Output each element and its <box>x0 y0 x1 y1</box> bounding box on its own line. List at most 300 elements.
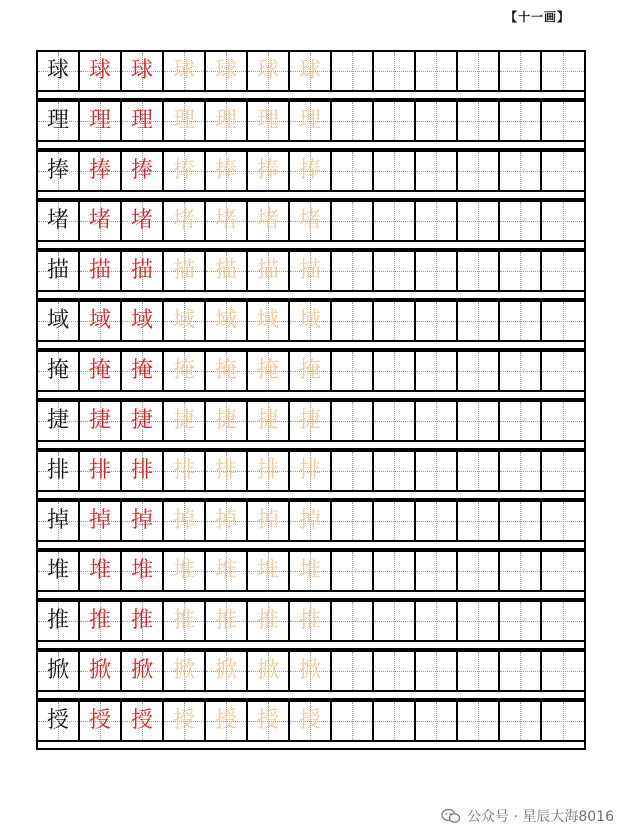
trace-char: 掉 <box>214 508 237 533</box>
empty-practice-cell <box>332 202 374 240</box>
red-char-cell <box>80 352 122 390</box>
row-spacer <box>36 92 586 100</box>
trace-char: 推 <box>214 608 237 633</box>
model-char: 捧 <box>46 158 69 183</box>
trace-char-cell <box>164 52 206 90</box>
practice-row <box>36 250 586 292</box>
trace-char: 堵 <box>172 208 195 233</box>
empty-practice-cell <box>332 552 374 590</box>
trace-char: 描 <box>256 258 279 283</box>
trace-char-cell <box>290 402 332 440</box>
empty-practice-cell <box>374 702 416 740</box>
trace-char-cell <box>290 602 332 640</box>
empty-practice-cell <box>500 102 542 140</box>
model-char-cell <box>38 502 80 540</box>
trace-char-cell <box>248 102 290 140</box>
trace-char-cell <box>248 302 290 340</box>
trace-char-cell <box>206 552 248 590</box>
red-example-char: 掩 <box>88 358 111 383</box>
empty-practice-cell <box>458 452 500 490</box>
model-char: 捷 <box>46 408 69 433</box>
trace-char-cell <box>206 702 248 740</box>
practice-row <box>36 550 586 592</box>
empty-practice-cell <box>542 152 584 190</box>
trace-char-cell <box>290 352 332 390</box>
model-char: 推 <box>46 608 69 633</box>
model-char-cell <box>38 402 80 440</box>
empty-practice-cell <box>374 602 416 640</box>
red-example-char: 掉 <box>130 508 153 533</box>
practice-row <box>36 350 586 392</box>
empty-practice-cell <box>416 252 458 290</box>
empty-practice-cell <box>458 152 500 190</box>
red-example-char: 排 <box>130 458 153 483</box>
red-example-char: 授 <box>88 708 111 733</box>
empty-practice-cell <box>458 302 500 340</box>
trace-char: 堆 <box>298 558 321 583</box>
empty-practice-cell <box>500 552 542 590</box>
red-char-cell <box>122 502 164 540</box>
empty-practice-cell <box>542 452 584 490</box>
trace-char: 理 <box>214 108 237 133</box>
trace-char-cell <box>164 152 206 190</box>
empty-practice-cell <box>416 102 458 140</box>
red-char-cell <box>122 652 164 690</box>
red-char-cell <box>122 102 164 140</box>
row-spacer <box>36 342 586 350</box>
empty-practice-cell <box>542 502 584 540</box>
red-example-char: 域 <box>130 308 153 333</box>
trace-char: 捷 <box>256 408 279 433</box>
empty-practice-cell <box>500 202 542 240</box>
trace-char: 掉 <box>256 508 279 533</box>
trace-char: 掉 <box>298 508 321 533</box>
trace-char: 排 <box>214 458 237 483</box>
model-char: 描 <box>46 258 69 283</box>
trace-char-cell <box>164 252 206 290</box>
stroke-count-label: 【十一画】 <box>504 10 570 24</box>
empty-practice-cell <box>500 152 542 190</box>
trace-char: 授 <box>256 708 279 733</box>
trace-char-cell <box>248 252 290 290</box>
red-example-char: 描 <box>88 258 111 283</box>
row-spacer <box>36 542 586 550</box>
red-char-cell <box>122 202 164 240</box>
red-char-cell <box>122 702 164 740</box>
trace-char: 掀 <box>172 658 195 683</box>
empty-practice-cell <box>374 552 416 590</box>
copybook-grid <box>36 50 586 750</box>
model-char-cell <box>38 552 80 590</box>
model-char: 理 <box>46 108 69 133</box>
trace-char-cell <box>206 152 248 190</box>
red-char-cell <box>80 502 122 540</box>
empty-practice-cell <box>458 102 500 140</box>
trace-char-cell <box>206 402 248 440</box>
empty-practice-cell <box>332 302 374 340</box>
trace-char: 球 <box>172 58 195 83</box>
empty-practice-cell <box>542 602 584 640</box>
practice-row <box>36 50 586 92</box>
empty-practice-cell <box>416 52 458 90</box>
red-example-char: 掀 <box>130 658 153 683</box>
empty-practice-cell <box>374 202 416 240</box>
red-char-cell <box>80 702 122 740</box>
empty-practice-cell <box>542 652 584 690</box>
trace-char-cell <box>206 102 248 140</box>
red-example-char: 排 <box>88 458 111 483</box>
model-char-cell <box>38 302 80 340</box>
model-char-cell <box>38 702 80 740</box>
empty-practice-cell <box>542 552 584 590</box>
trace-char-cell <box>164 402 206 440</box>
row-spacer <box>36 292 586 300</box>
practice-row <box>36 300 586 342</box>
trace-char: 排 <box>256 458 279 483</box>
trace-char: 堆 <box>214 558 237 583</box>
empty-practice-cell <box>416 602 458 640</box>
empty-practice-cell <box>374 102 416 140</box>
trace-char-cell <box>290 102 332 140</box>
red-char-cell <box>80 652 122 690</box>
trace-char: 掀 <box>214 658 237 683</box>
empty-practice-cell <box>416 152 458 190</box>
empty-practice-cell <box>458 552 500 590</box>
trace-char-cell <box>290 152 332 190</box>
trace-char: 捧 <box>298 158 321 183</box>
model-char: 授 <box>46 708 69 733</box>
trace-char: 掩 <box>172 358 195 383</box>
trace-char-cell <box>290 502 332 540</box>
red-char-cell <box>80 252 122 290</box>
empty-practice-cell <box>458 252 500 290</box>
trace-char: 域 <box>256 308 279 333</box>
trace-char: 堵 <box>298 208 321 233</box>
red-example-char: 捧 <box>130 158 153 183</box>
trace-char-cell <box>290 702 332 740</box>
red-char-cell <box>80 102 122 140</box>
model-char: 掩 <box>46 358 69 383</box>
empty-practice-cell <box>416 402 458 440</box>
empty-practice-cell <box>416 352 458 390</box>
practice-row <box>36 600 586 642</box>
empty-practice-cell <box>458 502 500 540</box>
trace-char: 捷 <box>214 408 237 433</box>
red-example-char: 堵 <box>130 208 153 233</box>
red-char-cell <box>80 52 122 90</box>
empty-practice-cell <box>416 552 458 590</box>
empty-practice-cell <box>458 402 500 440</box>
row-spacer <box>36 742 586 750</box>
red-example-char: 推 <box>130 608 153 633</box>
trace-char-cell <box>164 202 206 240</box>
red-char-cell <box>122 602 164 640</box>
model-char-cell <box>38 602 80 640</box>
practice-row <box>36 450 586 492</box>
trace-char-cell <box>206 602 248 640</box>
empty-practice-cell <box>374 302 416 340</box>
trace-char: 授 <box>298 708 321 733</box>
empty-practice-cell <box>500 452 542 490</box>
trace-char: 描 <box>172 258 195 283</box>
model-char: 球 <box>46 58 69 83</box>
empty-practice-cell <box>542 52 584 90</box>
trace-char: 描 <box>214 258 237 283</box>
trace-char-cell <box>248 52 290 90</box>
trace-char: 排 <box>298 458 321 483</box>
trace-char: 捷 <box>172 408 195 433</box>
red-example-char: 掉 <box>88 508 111 533</box>
empty-practice-cell <box>332 102 374 140</box>
trace-char-cell <box>164 702 206 740</box>
empty-practice-cell <box>542 352 584 390</box>
red-char-cell <box>80 552 122 590</box>
row-spacer <box>36 592 586 600</box>
row-spacer <box>36 242 586 250</box>
empty-practice-cell <box>374 152 416 190</box>
trace-char-cell <box>164 652 206 690</box>
row-spacer <box>36 692 586 700</box>
trace-char: 球 <box>298 58 321 83</box>
practice-row <box>36 100 586 142</box>
model-char-cell <box>38 452 80 490</box>
red-example-char: 理 <box>88 108 111 133</box>
trace-char: 理 <box>256 108 279 133</box>
trace-char: 排 <box>172 458 195 483</box>
empty-practice-cell <box>458 602 500 640</box>
empty-practice-cell <box>416 652 458 690</box>
red-char-cell <box>80 302 122 340</box>
red-char-cell <box>80 602 122 640</box>
empty-practice-cell <box>500 302 542 340</box>
trace-char-cell <box>290 552 332 590</box>
watermark <box>441 806 614 826</box>
empty-practice-cell <box>458 702 500 740</box>
trace-char: 域 <box>172 308 195 333</box>
empty-practice-cell <box>500 352 542 390</box>
row-spacer <box>36 192 586 200</box>
red-example-char: 捧 <box>88 158 111 183</box>
empty-practice-cell <box>374 452 416 490</box>
red-example-char: 推 <box>88 608 111 633</box>
red-char-cell <box>122 152 164 190</box>
trace-char: 域 <box>298 308 321 333</box>
trace-char-cell <box>248 452 290 490</box>
trace-char-cell <box>248 352 290 390</box>
red-char-cell <box>122 252 164 290</box>
model-char-cell <box>38 202 80 240</box>
trace-char-cell <box>248 702 290 740</box>
trace-char: 掀 <box>298 658 321 683</box>
trace-char: 授 <box>172 708 195 733</box>
red-char-cell <box>80 402 122 440</box>
red-example-char: 堆 <box>88 558 111 583</box>
trace-char-cell <box>206 352 248 390</box>
trace-char: 堆 <box>256 558 279 583</box>
red-example-char: 堵 <box>88 208 111 233</box>
red-example-char: 球 <box>130 58 153 83</box>
trace-char-cell <box>290 52 332 90</box>
empty-practice-cell <box>374 352 416 390</box>
empty-practice-cell <box>332 352 374 390</box>
empty-practice-cell <box>416 202 458 240</box>
empty-practice-cell <box>332 252 374 290</box>
trace-char-cell <box>248 152 290 190</box>
model-char-cell <box>38 152 80 190</box>
empty-practice-cell <box>332 702 374 740</box>
practice-row <box>36 700 586 742</box>
model-char: 堆 <box>46 558 69 583</box>
red-char-cell <box>122 302 164 340</box>
trace-char: 捧 <box>256 158 279 183</box>
empty-practice-cell <box>374 252 416 290</box>
red-char-cell <box>80 152 122 190</box>
empty-practice-cell <box>500 252 542 290</box>
empty-practice-cell <box>542 102 584 140</box>
trace-char: 理 <box>298 108 321 133</box>
trace-char-cell <box>164 302 206 340</box>
trace-char: 掩 <box>298 358 321 383</box>
practice-row <box>36 500 586 542</box>
empty-practice-cell <box>374 52 416 90</box>
trace-char: 推 <box>172 608 195 633</box>
empty-practice-cell <box>416 452 458 490</box>
model-char-cell <box>38 352 80 390</box>
trace-char-cell <box>164 102 206 140</box>
trace-char: 掩 <box>256 358 279 383</box>
red-char-cell <box>80 202 122 240</box>
model-char-cell <box>38 652 80 690</box>
red-example-char: 堆 <box>130 558 153 583</box>
trace-char-cell <box>248 502 290 540</box>
red-example-char: 理 <box>130 108 153 133</box>
empty-practice-cell <box>500 652 542 690</box>
empty-practice-cell <box>500 402 542 440</box>
trace-char: 推 <box>298 608 321 633</box>
red-example-char: 捷 <box>130 408 153 433</box>
trace-char-cell <box>290 652 332 690</box>
empty-practice-cell <box>332 402 374 440</box>
trace-char: 堵 <box>214 208 237 233</box>
red-char-cell <box>122 452 164 490</box>
empty-practice-cell <box>500 702 542 740</box>
trace-char-cell <box>248 552 290 590</box>
red-example-char: 捷 <box>88 408 111 433</box>
trace-char: 掀 <box>256 658 279 683</box>
practice-row <box>36 200 586 242</box>
model-char-cell <box>38 52 80 90</box>
red-char-cell <box>80 452 122 490</box>
trace-char-cell <box>206 652 248 690</box>
empty-practice-cell <box>500 602 542 640</box>
red-example-char: 描 <box>130 258 153 283</box>
empty-practice-cell <box>374 652 416 690</box>
trace-char-cell <box>164 502 206 540</box>
empty-practice-cell <box>332 652 374 690</box>
empty-practice-cell <box>542 702 584 740</box>
trace-char: 堵 <box>256 208 279 233</box>
trace-char: 球 <box>256 58 279 83</box>
empty-practice-cell <box>458 652 500 690</box>
trace-char-cell <box>248 202 290 240</box>
trace-char-cell <box>164 352 206 390</box>
empty-practice-cell <box>458 202 500 240</box>
model-char-cell <box>38 102 80 140</box>
practice-row <box>36 650 586 692</box>
empty-practice-cell <box>332 452 374 490</box>
red-example-char: 球 <box>88 58 111 83</box>
empty-practice-cell <box>332 152 374 190</box>
model-char: 掉 <box>46 508 69 533</box>
row-spacer <box>36 492 586 500</box>
model-char-cell <box>38 252 80 290</box>
empty-practice-cell <box>332 602 374 640</box>
trace-char-cell <box>164 552 206 590</box>
empty-practice-cell <box>332 502 374 540</box>
trace-char: 描 <box>298 258 321 283</box>
row-spacer <box>36 442 586 450</box>
empty-practice-cell <box>374 502 416 540</box>
red-char-cell <box>122 52 164 90</box>
trace-char: 推 <box>256 608 279 633</box>
trace-char: 球 <box>214 58 237 83</box>
trace-char: 捧 <box>172 158 195 183</box>
red-example-char: 授 <box>130 708 153 733</box>
empty-practice-cell <box>458 52 500 90</box>
trace-char: 捷 <box>298 408 321 433</box>
row-spacer <box>36 142 586 150</box>
empty-practice-cell <box>500 52 542 90</box>
trace-char: 掉 <box>172 508 195 533</box>
watermark-text: 公众号 · 星辰大海8016 <box>467 809 614 825</box>
empty-practice-cell <box>332 52 374 90</box>
model-char: 域 <box>46 308 69 333</box>
trace-char-cell <box>206 252 248 290</box>
model-char: 排 <box>46 458 69 483</box>
trace-char-cell <box>290 302 332 340</box>
trace-char: 掩 <box>214 358 237 383</box>
trace-char-cell <box>206 302 248 340</box>
trace-char-cell <box>206 202 248 240</box>
trace-char-cell <box>290 452 332 490</box>
trace-char-cell <box>164 452 206 490</box>
empty-practice-cell <box>416 302 458 340</box>
trace-char: 捧 <box>214 158 237 183</box>
empty-practice-cell <box>542 302 584 340</box>
wechat-icon <box>441 808 461 824</box>
trace-char-cell <box>206 502 248 540</box>
red-example-char: 掀 <box>88 658 111 683</box>
empty-practice-cell <box>416 502 458 540</box>
trace-char: 授 <box>214 708 237 733</box>
model-char: 掀 <box>46 658 69 683</box>
red-char-cell <box>122 352 164 390</box>
trace-char: 理 <box>172 108 195 133</box>
trace-char-cell <box>248 602 290 640</box>
empty-practice-cell <box>374 402 416 440</box>
empty-practice-cell <box>542 252 584 290</box>
trace-char-cell <box>248 652 290 690</box>
red-example-char: 域 <box>88 308 111 333</box>
row-spacer <box>36 392 586 400</box>
row-spacer <box>36 642 586 650</box>
empty-practice-cell <box>542 402 584 440</box>
empty-practice-cell <box>416 702 458 740</box>
practice-row <box>36 150 586 192</box>
empty-practice-cell <box>458 352 500 390</box>
empty-practice-cell <box>500 502 542 540</box>
trace-char-cell <box>290 252 332 290</box>
